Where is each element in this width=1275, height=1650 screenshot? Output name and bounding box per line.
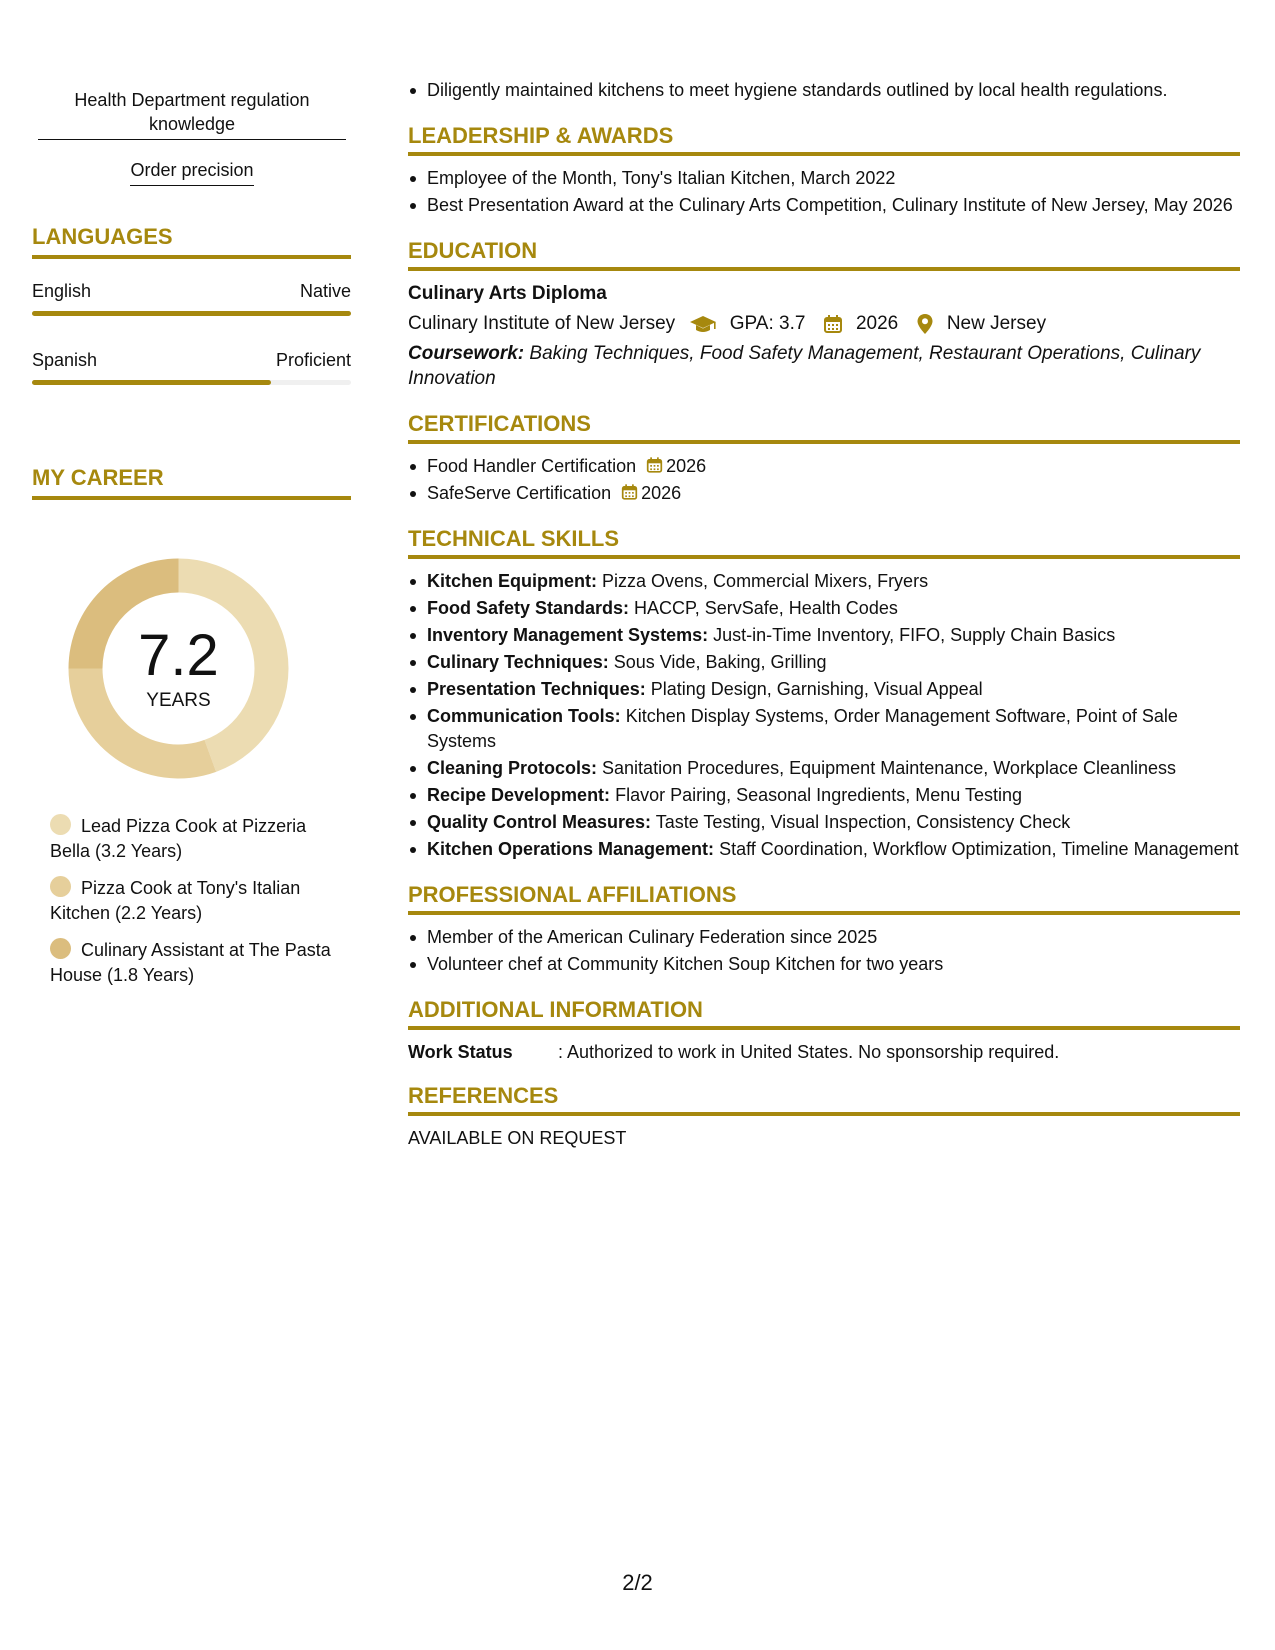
- legend-dot: [50, 876, 71, 897]
- education-details: [408, 309, 1240, 339]
- page-number: 2/2: [622, 1570, 653, 1595]
- calendar-icon: [621, 483, 638, 501]
- skill-label: Health Department regulation knowledge: [74, 90, 310, 134]
- language-name: English: [32, 281, 92, 301]
- skill-category: Quality Control Measures:: [427, 812, 652, 833]
- skill-values: Sous Vide, Baking, Grilling: [613, 652, 827, 673]
- skill-values: Taste Testing, Visual Inspection, Consistency Check: [655, 812, 1071, 833]
- location-pin-icon: [916, 313, 934, 335]
- donut-center: [66, 556, 291, 781]
- education-coursework: [408, 341, 1240, 391]
- technical-skills-heading: TECHNICAL SKILLS: [408, 526, 1240, 559]
- references-text: AVAILABLE ON REQUEST: [408, 1128, 627, 1149]
- technical-skill-item: [408, 704, 1240, 754]
- education-year: 2026: [855, 313, 899, 334]
- language-level: Proficient: [275, 350, 351, 370]
- languages-heading: LANGUAGES: [32, 224, 351, 259]
- career-label: Lead Pizza Cook at Pizzeria Bella (3.2 Years): [50, 816, 307, 861]
- main-content: [408, 78, 1240, 1151]
- technical-skill-item: [408, 623, 1240, 648]
- technical-skill-item: [408, 677, 1240, 702]
- certification-year: 2026: [666, 456, 707, 477]
- skill-category: Cleaning Protocols:: [427, 758, 598, 779]
- skill-category: Culinary Techniques:: [427, 652, 609, 673]
- leadership-item: Best Presentation Award at the Culinary Arts Competition, Culinary Institute of New Jersey, May 2026: [408, 193, 1240, 218]
- skill-item: [38, 88, 346, 140]
- career-donut-chart: [66, 556, 291, 781]
- skill-values: Staff Coordination, Workflow Optimization, Timeline Management: [719, 839, 1239, 860]
- technical-skill-item: [408, 837, 1240, 862]
- legend-dot: [50, 814, 71, 835]
- leadership-heading: LEADERSHIP & AWARDS: [408, 123, 1240, 156]
- skill-category: Recipe Development:: [427, 785, 611, 806]
- technical-skills-list: [408, 569, 1240, 862]
- leadership-item: Employee of the Month, Tony's Italian Kitchen, March 2022: [408, 166, 1240, 191]
- skill-category: Kitchen Operations Management:: [427, 839, 715, 860]
- skill-category: Food Safety Standards:: [427, 598, 630, 619]
- references-heading: REFERENCES: [408, 1083, 1240, 1116]
- skill-category: Presentation Techniques:: [427, 679, 646, 700]
- language-bar: [32, 380, 351, 385]
- certifications-list: [408, 454, 1240, 506]
- language-level: Native: [299, 281, 351, 301]
- additional-info-heading: ADDITIONAL INFORMATION: [408, 997, 1240, 1030]
- skill-values: Plating Design, Garnishing, Visual Appeal: [650, 679, 983, 700]
- certification-name: Food Handler Certification: [427, 456, 637, 477]
- calendar-icon: [646, 456, 663, 474]
- technical-skill-item: [408, 756, 1240, 781]
- education-school: Culinary Institute of New Jersey: [408, 313, 676, 334]
- skill-values: HACCP, ServSafe, Health Codes: [634, 598, 898, 619]
- graduation-cap-icon: [688, 314, 718, 334]
- skill-category: Inventory Management Systems:: [427, 625, 709, 646]
- skill-values: Kitchen Display Systems, Order Management Software, Point of Sale Systems: [427, 706, 1178, 752]
- skill-category: Communication Tools:: [427, 706, 621, 727]
- skill-category: Kitchen Equipment:: [427, 571, 597, 592]
- career-legend: [50, 814, 340, 1000]
- experience-bullet: Diligently maintained kitchens to meet hygiene standards outlined by local health regulations.: [408, 78, 1240, 103]
- technical-skill-item: [408, 596, 1240, 621]
- affiliations-heading: PROFESSIONAL AFFILIATIONS: [408, 882, 1240, 915]
- career-label: Pizza Cook at Tony's Italian Kitchen (2.2 Years): [50, 878, 301, 923]
- work-status-row: [408, 1040, 1240, 1065]
- coursework-text: Baking Techniques, Food Safety Management, Restaurant Operations, Culinary Innovation: [408, 343, 1201, 390]
- career-total: 7.2: [138, 623, 219, 688]
- language-bar: [32, 311, 351, 316]
- certifications-heading: CERTIFICATIONS: [408, 411, 1240, 444]
- calendar-icon: [823, 314, 843, 334]
- leadership-list: [408, 166, 1240, 218]
- legend-dot: [50, 938, 71, 959]
- technical-skill-item: [408, 783, 1240, 808]
- language-bar-fill: [32, 380, 271, 385]
- career-label: Culinary Assistant at The Pasta House (1.8 Years): [50, 940, 331, 985]
- certification-item: [408, 454, 1240, 479]
- experience-bullets: [408, 78, 1240, 103]
- work-status-value: : Authorized to work in United States. No sponsorship required.: [558, 1042, 1060, 1063]
- education-heading: EDUCATION: [408, 238, 1240, 271]
- certification-name: SafeServe Certification: [427, 483, 612, 504]
- education-gpa: GPA: 3.7: [729, 313, 806, 334]
- language-bar-fill: [32, 311, 351, 316]
- education-degree: Culinary Arts Diploma: [408, 283, 607, 304]
- skill-label: Order precision: [130, 158, 253, 186]
- language-name: Spanish: [32, 350, 98, 370]
- technical-skill-item: [408, 650, 1240, 675]
- career-unit: YEARS: [146, 690, 211, 711]
- technical-skill-item: [408, 810, 1240, 835]
- certification-year: 2026: [641, 483, 682, 504]
- skill-values: Pizza Ovens, Commercial Mixers, Fryers: [602, 571, 929, 592]
- technical-skill-item: [408, 569, 1240, 594]
- skill-values: Just-in-Time Inventory, FIFO, Supply Chain Basics: [713, 625, 1116, 646]
- affiliation-item: Member of the American Culinary Federation since 2025: [408, 925, 1240, 950]
- career-item: [50, 814, 340, 864]
- affiliations-list: [408, 925, 1240, 977]
- affiliation-item: Volunteer chef at Community Kitchen Soup Kitchen for two years: [408, 952, 1240, 977]
- career-item: [50, 938, 340, 988]
- skill-values: Flavor Pairing, Seasonal Ingredients, Menu Testing: [615, 785, 1022, 806]
- skill-values: Sanitation Procedures, Equipment Maintenance, Workplace Cleanliness: [602, 758, 1177, 779]
- education-location: New Jersey: [946, 313, 1047, 334]
- coursework-label: Coursework:: [408, 343, 525, 365]
- certification-item: [408, 481, 1240, 506]
- skill-item: [38, 158, 346, 186]
- career-heading: MY CAREER: [32, 465, 351, 500]
- career-item: [50, 876, 340, 926]
- work-status-label: Work Status: [408, 1042, 513, 1063]
